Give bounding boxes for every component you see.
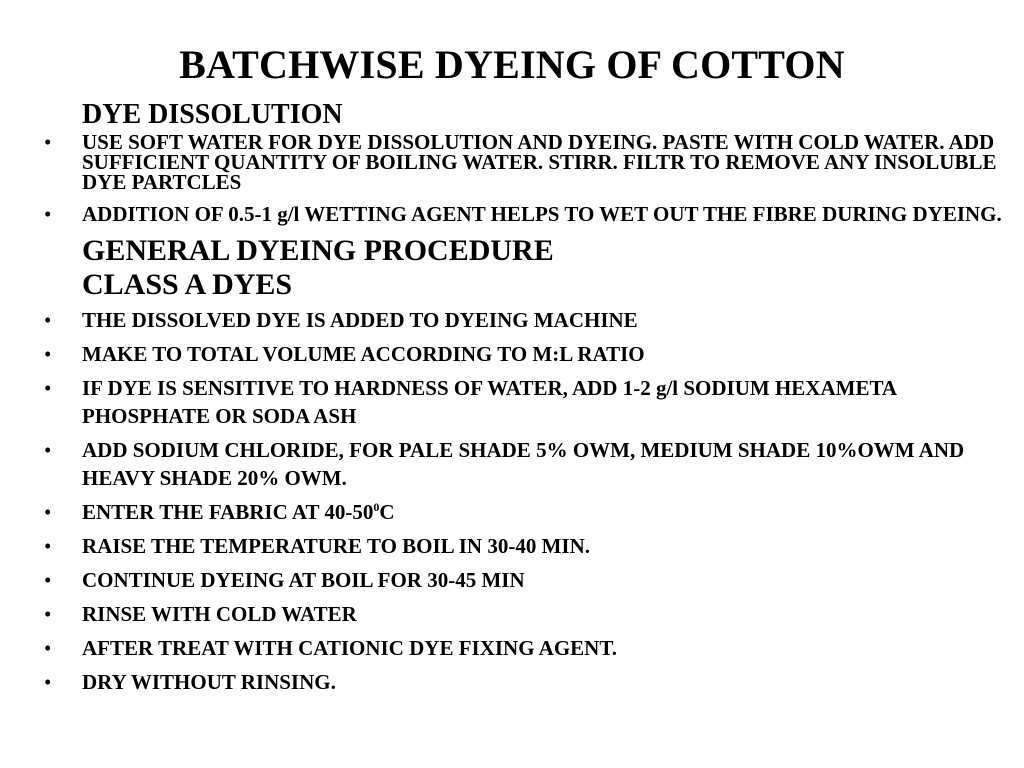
section-heading-general-procedure: GENERAL DYEING PROCEDURE <box>82 234 554 267</box>
bullet-icon: • <box>44 438 52 462</box>
list-item-text: ADDITION OF 0.5-1 g/l WETTING AGENT HELPS TO WET OUT THE FIBRE DURING DYEING. <box>82 202 1002 226</box>
list-item-text: USE SOFT WATER FOR DYE DISSOLUTION AND DYEING. PASTE WITH COLD WATER. ADD SUFFICIENT QUANTITY OF BOILING WATER. STIRR. FILTR TO REMOVE ANY INSOLUBLE DYE PARTCLES <box>82 130 997 194</box>
list-item <box>44 566 1004 594</box>
list-item <box>44 634 1004 662</box>
list-item <box>44 374 1004 430</box>
bullet-icon: • <box>44 670 52 694</box>
list-item <box>44 200 1004 228</box>
bullet-icon: • <box>44 500 52 524</box>
list-item-text: AFTER TREAT WITH CATIONIC DYE FIXING AGENT. <box>82 636 618 660</box>
bullet-icon: • <box>44 602 52 626</box>
slide-content <box>44 98 1004 702</box>
bullet-icon: • <box>44 568 52 592</box>
slide-title: BATCHWISE DYEING OF COTTON <box>179 42 845 87</box>
bullet-icon: • <box>44 130 52 154</box>
list-item <box>44 132 1004 192</box>
list-item-text: ADD SODIUM CHLORIDE, FOR PALE SHADE 5% OWM, MEDIUM SHADE 10%OWM AND HEAVY SHADE 20% OWM. <box>82 438 965 490</box>
list-item-text: IF DYE IS SENSITIVE TO HARDNESS OF WATER, ADD 1-2 g/l SODIUM HEXAMETA PHOSPHATE OR SODA ASH <box>82 376 896 428</box>
list-item <box>44 306 1004 334</box>
list-item-text: MAKE TO TOTAL VOLUME ACCORDING TO M:L RATIO <box>82 342 645 366</box>
section-subheading-class-a: CLASS A DYES <box>82 268 293 301</box>
degree-superscript: 0 <box>373 500 380 514</box>
list-item-text: CONTINUE DYEING AT BOIL FOR 30-45 MIN <box>82 568 525 592</box>
list-item-text: THE DISSOLVED DYE IS ADDED TO DYEING MACHINE <box>82 308 638 332</box>
bullet-icon: • <box>44 342 52 366</box>
bullet-icon: • <box>44 202 52 226</box>
bullet-icon: • <box>44 376 52 400</box>
list-item <box>44 668 1004 696</box>
list-item <box>44 532 1004 560</box>
list-item-text: DRY WITHOUT RINSING. <box>82 670 336 694</box>
dye-dissolution-list <box>44 132 1004 228</box>
bullet-icon: • <box>44 308 52 332</box>
list-item-text: RAISE THE TEMPERATURE TO BOIL IN 30-40 MIN. <box>82 534 590 558</box>
list-item <box>44 340 1004 368</box>
bullet-icon: • <box>44 534 52 558</box>
bullet-icon: • <box>44 636 52 660</box>
list-item <box>44 498 1004 526</box>
section-heading-dye-dissolution: DYE DISSOLUTION <box>82 99 343 130</box>
list-item-text: RINSE WITH COLD WATER <box>82 602 357 626</box>
list-item <box>44 600 1004 628</box>
procedure-list <box>44 306 1004 696</box>
list-item <box>44 436 1004 492</box>
list-item-text: ENTER THE FABRIC AT $40-50^0C$ <box>82 500 395 524</box>
